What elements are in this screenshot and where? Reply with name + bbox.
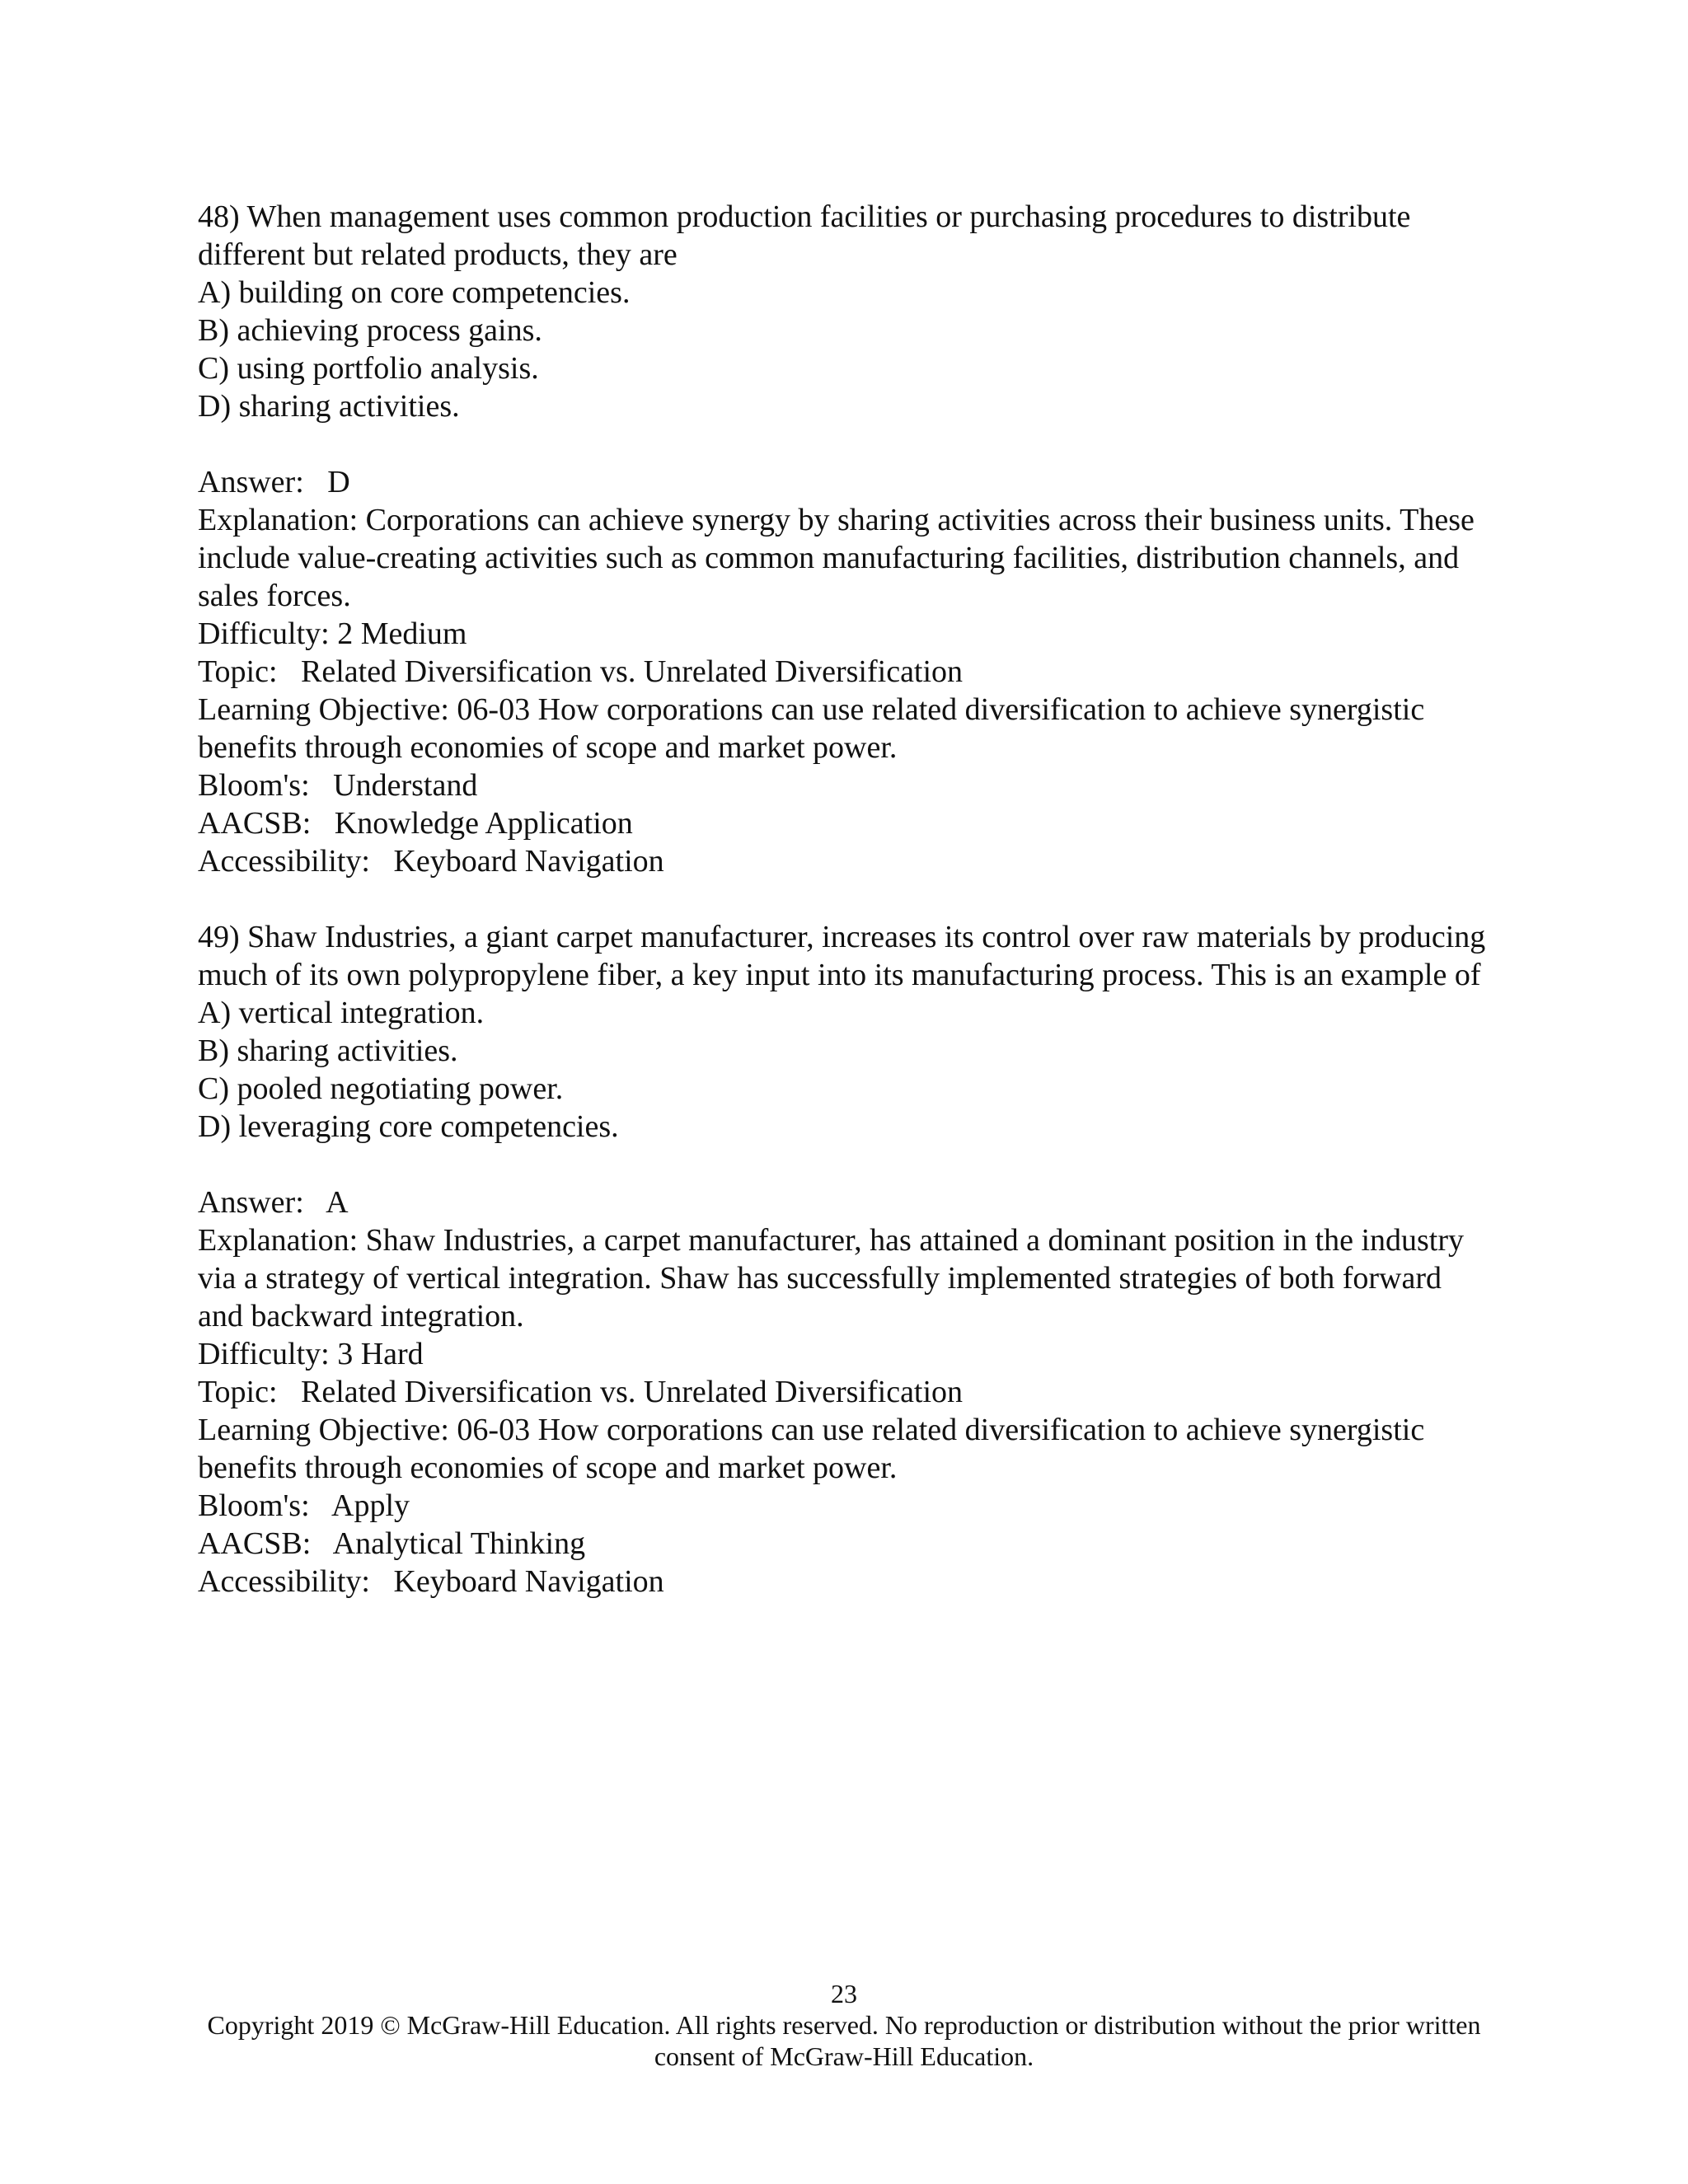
topic: Topic: Related Diversification vs. Unrelated Diversification — [198, 654, 964, 689]
learning-objective: Learning Objective: 06-03 How corporations can use related diversification to achieve synergistic benefits through economies of scope and market power. — [198, 1413, 1425, 1485]
spacer — [198, 425, 1492, 463]
explanation: Explanation: Corporations can achieve synergy by sharing activities across their business units. These include value-creating activities such as common manufacturing facilities, distribution channels, and sales forces. — [198, 503, 1475, 613]
accessibility: Accessibility: Keyboard Navigation — [198, 1564, 664, 1599]
option-a: A) vertical integration. — [198, 996, 485, 1030]
question-stem: 48) When management uses common production facilities or purchasing procedures to distribute different but related products, they are — [198, 199, 1411, 272]
aacsb: AACSB: Analytical Thinking — [198, 1526, 586, 1561]
option-d: D) sharing activities. — [198, 389, 460, 424]
document-body — [198, 198, 1492, 1601]
option-a: A) building on core competencies. — [198, 275, 631, 310]
spacer — [198, 880, 1492, 918]
option-b: B) sharing activities. — [198, 1033, 458, 1068]
accessibility: Accessibility: Keyboard Navigation — [198, 844, 664, 879]
answer: Answer: D — [198, 465, 350, 499]
question-stem: 49) Shaw Industries, a giant carpet manufacturer, increases its control over raw materials by producing much of its own polypropylene fiber, a key input into its manufacturing process. This is an example of — [198, 920, 1486, 992]
option-c: C) using portfolio analysis. — [198, 351, 539, 386]
difficulty: Difficulty: 2 Medium — [198, 616, 467, 651]
option-c: C) pooled negotiating power. — [198, 1071, 564, 1106]
copyright-notice: Copyright 2019 © McGraw-Hill Education. All rights reserved. No reproduction or distribution without the prior written consent of McGraw-Hill Education. — [207, 2010, 1481, 2071]
spacer — [198, 1146, 1492, 1183]
option-d: D) leveraging core competencies. — [198, 1109, 619, 1144]
blooms: Bloom's: Understand — [198, 768, 478, 803]
learning-objective: Learning Objective: 06-03 How corporations can use related diversification to achieve synergistic benefits through economies of scope and market power. — [198, 692, 1425, 765]
option-b: B) achieving process gains. — [198, 313, 542, 348]
difficulty: Difficulty: 3 Hard — [198, 1337, 424, 1371]
blooms: Bloom's: Apply — [198, 1488, 410, 1523]
question-49 — [198, 918, 1492, 1601]
question-48 — [198, 198, 1492, 880]
topic: Topic: Related Diversification vs. Unrelated Diversification — [198, 1375, 964, 1409]
page-footer — [0, 1978, 1688, 2072]
answer: Answer: A — [198, 1185, 349, 1220]
aacsb: AACSB: Knowledge Application — [198, 806, 633, 841]
explanation: Explanation: Shaw Industries, a carpet manufacturer, has attained a dominant position in the industry via a strategy of vertical integration. Shaw has successfully implemented strategies of both forward and backward integration. — [198, 1223, 1465, 1333]
page-number: 23 — [831, 1979, 857, 2008]
